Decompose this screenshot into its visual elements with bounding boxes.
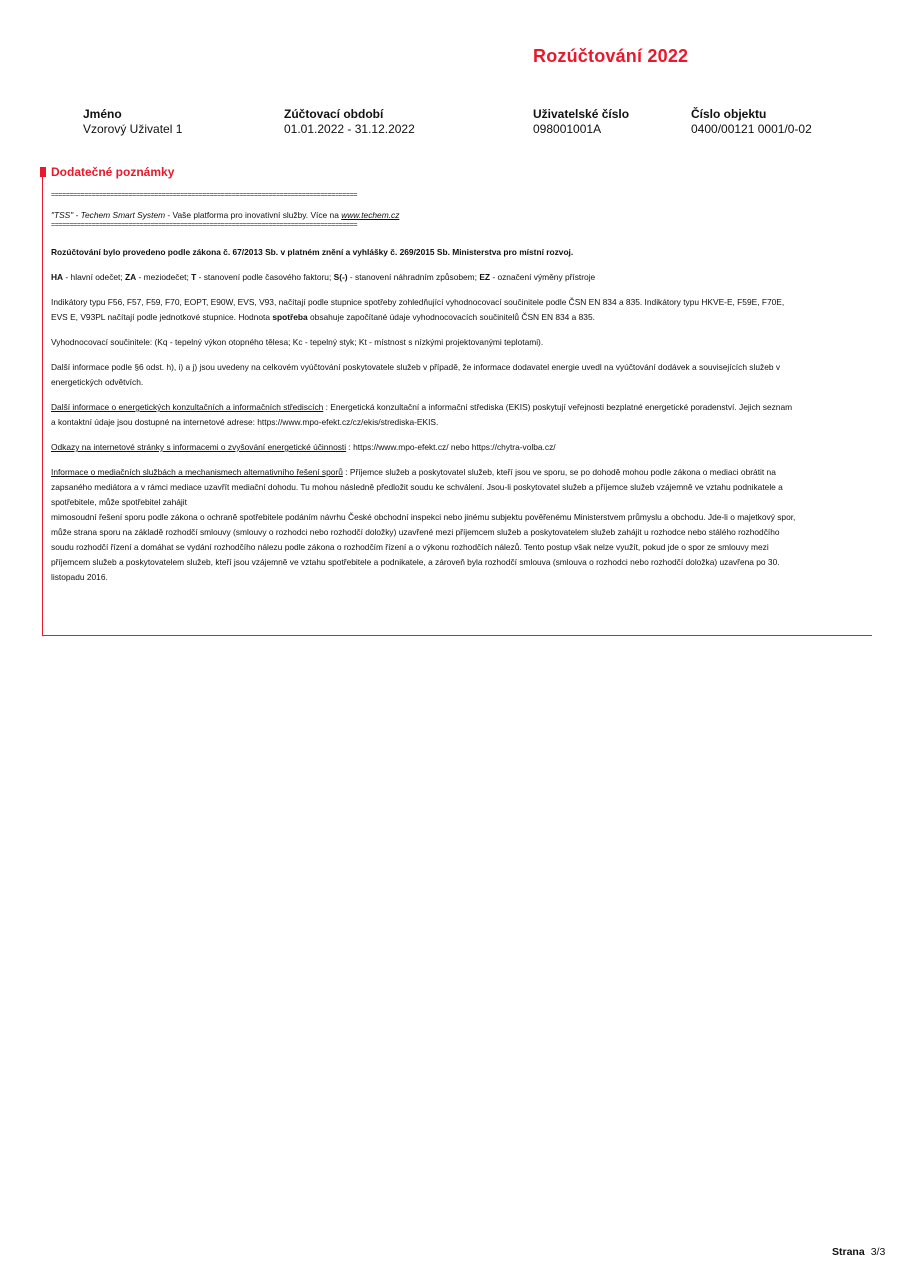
abbreviations — [51, 270, 796, 285]
tss-name: "TSS" — [51, 210, 74, 220]
mediation-note — [51, 465, 796, 585]
indicators-note — [51, 295, 796, 325]
ekis-note — [51, 400, 796, 430]
tss-subtitle: - Techem Smart System — [73, 210, 166, 220]
links-note — [51, 440, 796, 455]
coefficients-note: Vyhodnocovací součinitele: (Kq - tepelný výkon otopného tělesa; Kc - tepelný styk; Kt - místnost s nízkými projektovanými teplotami). — [51, 337, 544, 347]
header-name — [83, 107, 182, 137]
indicators-text-c: obsahuje započítané údaje vyhodnocovacích součinitelů ČSN EN 834 a 835. — [307, 312, 595, 322]
abbr-s: S(-) — [333, 272, 348, 282]
ekis-heading: Další informace o energetických konzultačních a informačních střediscích — [51, 402, 324, 412]
page-value: 3/3 — [870, 1246, 886, 1258]
abbr-ha-text: - hlavní odečet; — [63, 272, 126, 282]
ekis-text: : Energetická konzultační a informační střediska (EKIS) poskytují veřejnosti bezplatné energetické poradenství. Jejich seznam a kontaktní údaje jsou dostupné na internetové adrese: https://www.mpo-efekt.cz/cz/ekis/strediska-EKIS. — [51, 402, 793, 427]
page-label: Strana — [832, 1246, 865, 1258]
indicators-text-b: spotřeba — [272, 312, 308, 322]
page-number — [832, 1246, 885, 1258]
header-object-number — [691, 107, 812, 137]
abbr-ez: EZ — [479, 272, 491, 282]
separator-line: =================================================================================== — [51, 192, 358, 199]
abbr-za-text: - meziodečet; — [136, 272, 192, 282]
document-title: Rozúčtování 2022 — [533, 46, 689, 66]
indicators-text-a: Indikátory typu F56, F57, F59, F70, EOPT, E90W, EVS, V93, načítají podle stupnice spotřeby zohledňující vyhodnocovací součinitele podle ČSN EN 834 a 835. Indikátory typu HKVE-E, F59E, F70E, EVS E, V93PL načítají podle jednotkové stupnice. Hodnota — [51, 297, 785, 322]
mediation-text-2: mimosoudní řešení sporu podle zákona o ochraně spotřebitele podáním návrhu České obchodní inspekci nebo jinému subjektu pověřenému Ministerstvem průmyslu a obchodu. Jde-li o majetkový spor, může strana sporu na základě rozhodčí smlouvy (smlouvy o rozhodci nebo rozhodčí doložky) uzavřené mezi příjemcem služeb a poskytovatelem služeb zahájit u rozhodce nebo stálého rozhodčího soudu rozhodčí řízení a domáhat se vydání rozhodčího nálezu podle zákona o rozhodčím řízení a o výkonu rozhodčích nálezů. Tento postup však nelze využít, pokud jde o spor ze smlouvy mezi příjemcem služeb a poskytovatelem služeb, kteří jsou vzájemně ve vztahu spotřebitele a podnikatele, a zároveň byla rozhodčí smlouva (smlouva o rozhodci nebo rozhodčí doložka) uzavřena po 30. listopadu 2016. — [51, 512, 796, 582]
user-number-value: 098001001A — [533, 122, 602, 136]
abbr-t: T — [191, 272, 197, 282]
abbr-ha: HA — [51, 272, 64, 282]
tss-text: - Vaše platforma pro inovativní služby. Více na — [165, 210, 342, 220]
period-value: 01.01.2022 - 31.12.2022 — [284, 122, 415, 136]
abbr-ez-text: - označení výměny přístroje — [490, 272, 596, 282]
abbr-s-text: - stanovení náhradním způsobem; — [347, 272, 480, 282]
object-number-value: 0400/00121 0001/0-02 — [691, 122, 812, 136]
section-left-border — [42, 176, 43, 636]
object-number-label: Číslo objektu — [691, 107, 767, 121]
section-marker — [40, 167, 46, 177]
separator-line: =================================================================================== — [51, 222, 358, 229]
legal-basis: Rozúčtování bylo provedeno podle zákona č. 67/2013 Sb. v platném znění a vyhlášky č. 269/2015 Sb. Ministerstva pro místní rozvoj. — [51, 247, 574, 257]
abbr-t-text: - stanovení podle časového faktoru; — [196, 272, 334, 282]
name-value: Vzorový Uživatel 1 — [83, 122, 183, 136]
techem-link[interactable]: www.techem.cz — [341, 210, 400, 220]
name-label: Jméno — [83, 107, 122, 121]
tss-line — [51, 210, 796, 221]
further-info-note: Další informace podle §6 odst. h), i) a j) jsou uvedeny na celkovém vyúčtování poskytovatele služeb v případě, že informace dodavatel energie uvedl na vyúčtování dodávek a souvisejících služeb v energetických odvětvích. — [51, 362, 781, 387]
mediation-text-1: : Příjemce služeb a poskytovatel služeb, kteří jsou ve sporu, se po dohodě mohou podle zákona o mediaci obrátit na zapsaného mediátora a v rámci mediace uzavřít mediační dohodu. Tu mohou následně předložit soudu ke schválení. Jsou-li poskytovatel služeb a příjemce služeb vzájemně ve vztahu podnikatele a spotřebitele, může spotřebitel zahájit — [51, 467, 783, 507]
notes-body — [51, 192, 796, 585]
header-user-number — [533, 107, 629, 137]
section-title: Dodatečné poznámky — [51, 165, 175, 179]
links-text: : https://www.mpo-efekt.cz/ nebo https://chytra-volba.cz/ — [346, 442, 556, 452]
period-label: Zúčtovací období — [284, 107, 384, 121]
abbr-za: ZA — [125, 272, 137, 282]
section-bottom-border — [42, 635, 872, 636]
mediation-heading: Informace o mediačních službách a mechanismech alternativního řešení sporů — [51, 467, 343, 477]
links-heading: Odkazy na internetové stránky s informacemi o zvyšování energetické účinnosti — [51, 442, 347, 452]
header-period — [284, 107, 415, 137]
user-number-label: Uživatelské číslo — [533, 107, 630, 121]
